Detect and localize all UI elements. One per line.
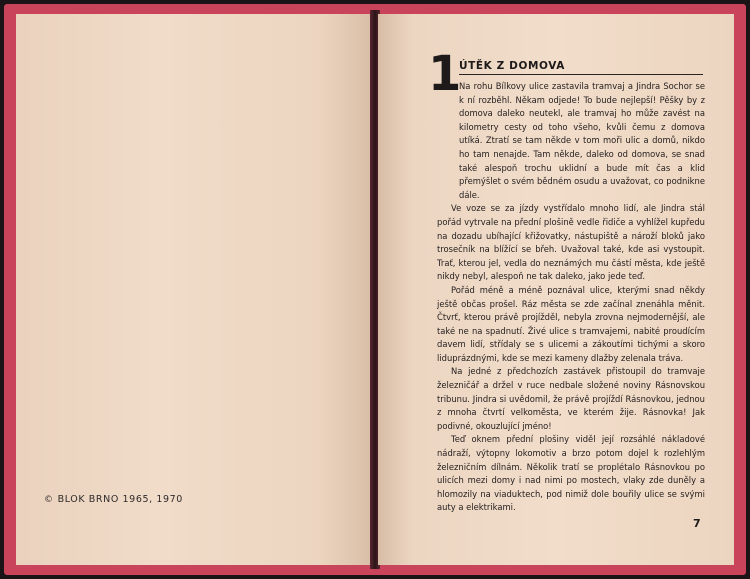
chapter-text xyxy=(437,80,705,515)
copyright-notice xyxy=(44,494,183,505)
paragraph-3: Pořád méně a méně poznával ulice, kterými snad někdy ještě občas prošel. Ráz města se zde začínal znenáhla měnit. Čtvrť, kterou právě projížděl, nebyla zrovna nejmodernější, ale také ne na spadnutí. Živé ulice s tramvajemi, nabité proudícím davem lidí, střídaly se s ulicemi a zákoutími tichými a skoro liduprázdnými, kde se mezi kameny dlažby zelenala tráva. xyxy=(437,284,705,363)
copyright-symbol: © xyxy=(44,495,54,505)
chapter-title: ÚTĚK Z DOMOVA xyxy=(459,60,703,75)
paragraph-4: Na jedné z předchozích zastávek přistoupil do tramvaje železničář a držel v ruce nedbale složené noviny Rásnovskou tribunu. Jindra si uvědomil, že právě projíždí Rásnovkou, jednou z mnoha čtvrtí velkoměsta, ve kterém žije. Rásnovka! Jak podivné, okouzlující jméno! xyxy=(437,366,705,431)
paragraph-1: Na rohu Bílkovy ulice zastavila tramvaj a Jindra Sochor se k ní rozběhl. Někam odjede! To bude nejlepší! Pěšky by z domova daleko neutekl, ale tramvaj ho může zavést na kilometry cesty od toho všeho, kvůli čemu z domova utíká. Ztratí se tam někde v tom moři ulic a domů, nikdo ho tam nenajde. Tam někde, daleko od domova, se snad také alespoň trochu uklidní a bude mít čas a klid přemýšlet o svém bědném osudu a uvažovat, co podnikne dále. xyxy=(459,81,705,200)
chapter-number: 1 xyxy=(428,46,462,102)
paragraph-2: Ve voze se za jízdy vystřídalo mnoho lidí, ale Jindra stál pořád vytrvale na přední plošině vedle řidiče a vyhlížel kupředu na dozadu ubíhající křižovatky, nástupiště a nároží bloků jako trosečník na blížící se břeh. Uvažoval také, kde asi vystoupit. Trať, kterou jel, vedla do neznámých mu částí města, kde ještě nikdy nebyl, alespoň ne tak daleko, jako jede teď. xyxy=(437,203,705,282)
left-page xyxy=(16,14,372,565)
copyright-text: BLOK BRNO 1965, 1970 xyxy=(57,494,183,505)
page-number: 7 xyxy=(693,517,701,530)
paragraph-5: Teď oknem přední plošiny viděl její rozsáhlé nákladové nádraží, výtopny lokomotiv a brzo potom dojel k rozlehlým železničním dílnám. Několik tratí se proplétalo Rásnovkou po ulicích mezi domy i nad nimi po mostech, vlaky zde duněly a hlomozily na viaduktech, pod nimiž dole bouřily ulice se svými auty a elektrikami. xyxy=(437,434,705,513)
